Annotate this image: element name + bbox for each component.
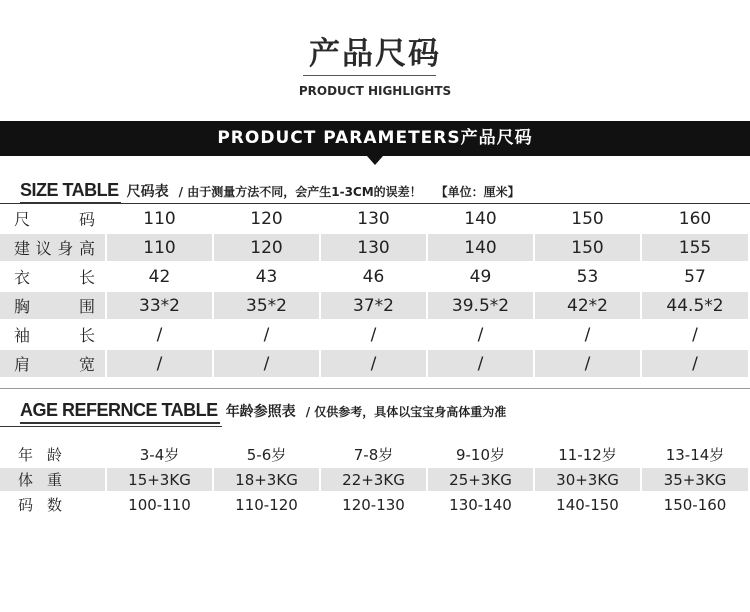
table-cell: 150 xyxy=(535,205,642,234)
table-cell: 140 xyxy=(428,205,535,234)
table-cell: 13-14岁 xyxy=(642,443,750,468)
table-cell: 57 xyxy=(642,263,750,292)
table-cell: 150-160 xyxy=(642,493,750,518)
table-cell: 15+3KG xyxy=(107,468,214,493)
table-row xyxy=(0,234,750,263)
table-cell: 130 xyxy=(321,234,428,263)
table-cell: / xyxy=(321,350,428,379)
table-row xyxy=(0,443,750,468)
table-cell: 110 xyxy=(107,234,214,263)
banner-text: PRODUCT PARAMETERS产品尺码 xyxy=(217,128,533,148)
table-cell: 130 xyxy=(321,205,428,234)
table-cell: 18+3KG xyxy=(214,468,321,493)
table-cell: 120 xyxy=(214,234,321,263)
row-label: 衣长 xyxy=(0,263,107,292)
page-subtitle: PRODUCT HIGHLIGHTS xyxy=(298,84,452,98)
row-label: 尺码 xyxy=(0,205,107,234)
table-cell: 110 xyxy=(107,205,214,234)
row-label: 胸围 xyxy=(0,292,107,321)
size-table-heading xyxy=(20,180,520,204)
table-row xyxy=(0,350,750,379)
age-table-title-en: AGE REFERNCE TABLE xyxy=(20,400,220,424)
table-cell: 130-140 xyxy=(428,493,535,518)
table-cell: 120-130 xyxy=(321,493,428,518)
table-cell: / xyxy=(535,350,642,379)
table-cell: 150 xyxy=(535,234,642,263)
table-cell: 100-110 xyxy=(107,493,214,518)
table-row xyxy=(0,263,750,292)
table-cell: 49 xyxy=(428,263,535,292)
table-row xyxy=(0,493,750,518)
age-table-title-cn: 年龄参照表 xyxy=(225,404,296,420)
table-cell: 33*2 xyxy=(107,292,214,321)
row-label: 年龄 xyxy=(0,443,107,468)
table-cell: 5-6岁 xyxy=(214,443,321,468)
age-table-heading xyxy=(20,400,506,424)
table-cell: 9-10岁 xyxy=(428,443,535,468)
table-cell: 35*2 xyxy=(214,292,321,321)
age-table-title-rule xyxy=(0,426,222,427)
row-label: 肩宽 xyxy=(0,350,107,379)
size-table-note: / 由于测量方法不同，会产生1-3CM的误差！ xyxy=(178,185,422,199)
table-cell: / xyxy=(321,321,428,350)
table-cell: 37*2 xyxy=(321,292,428,321)
age-table-note: / 仅供参考，具体以宝宝身高体重为准 xyxy=(305,405,507,419)
size-table-unit: 【单位：厘米】 xyxy=(435,185,520,199)
table-cell: 44.5*2 xyxy=(642,292,750,321)
table-cell: 110-120 xyxy=(214,493,321,518)
table-cell: 53 xyxy=(535,263,642,292)
table-cell: 30+3KG xyxy=(535,468,642,493)
size-table-title-en: SIZE TABLE xyxy=(20,180,121,204)
table-row xyxy=(0,468,750,493)
table-cell: / xyxy=(428,321,535,350)
table-cell: 120 xyxy=(214,205,321,234)
table-cell: / xyxy=(214,350,321,379)
table-cell: / xyxy=(107,350,214,379)
table-cell: / xyxy=(107,321,214,350)
table-cell: 140-150 xyxy=(535,493,642,518)
section-divider xyxy=(0,388,750,389)
table-cell: 7-8岁 xyxy=(321,443,428,468)
banner-pointer xyxy=(367,156,383,165)
row-label: 码数 xyxy=(0,493,107,518)
table-cell: 140 xyxy=(428,234,535,263)
row-label: 袖长 xyxy=(0,321,107,350)
table-cell: 22+3KG xyxy=(321,468,428,493)
table-cell: / xyxy=(428,350,535,379)
table-cell: 42 xyxy=(107,263,214,292)
parameters-banner xyxy=(0,121,750,156)
size-table-title-cn: 尺码表 xyxy=(126,184,169,200)
table-row xyxy=(0,321,750,350)
table-cell: / xyxy=(535,321,642,350)
table-cell: 46 xyxy=(321,263,428,292)
page-title: 产品尺码 xyxy=(309,36,441,72)
table-cell: 42*2 xyxy=(535,292,642,321)
table-cell: / xyxy=(214,321,321,350)
size-table xyxy=(0,205,750,379)
table-cell: 3-4岁 xyxy=(107,443,214,468)
table-cell: 43 xyxy=(214,263,321,292)
table-cell: 35+3KG xyxy=(642,468,750,493)
table-cell: / xyxy=(642,350,750,379)
title-underline xyxy=(303,75,436,76)
age-table xyxy=(0,443,750,518)
row-label: 建议身高 xyxy=(0,234,107,263)
table-cell: 25+3KG xyxy=(428,468,535,493)
table-row xyxy=(0,292,750,321)
table-cell: / xyxy=(642,321,750,350)
table-cell: 39.5*2 xyxy=(428,292,535,321)
table-cell: 11-12岁 xyxy=(535,443,642,468)
size-table-top-rule xyxy=(0,203,750,204)
table-cell: 155 xyxy=(642,234,750,263)
row-label: 体重 xyxy=(0,468,107,493)
table-cell: 160 xyxy=(642,205,750,234)
table-row xyxy=(0,205,750,234)
